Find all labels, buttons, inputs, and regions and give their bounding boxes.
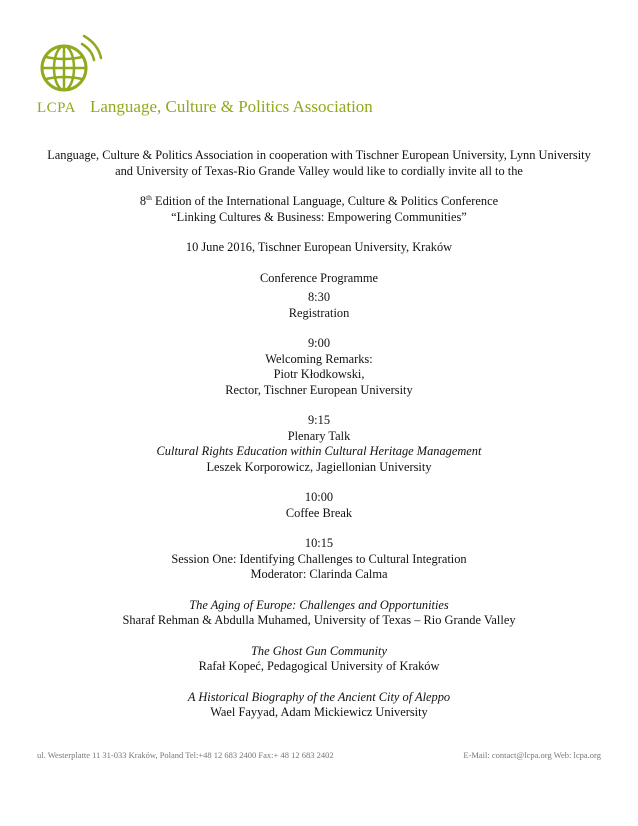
programme-document: [20, 148, 618, 721]
paper-title: The Aging of Europe: Challenges and Opportunities: [189, 597, 449, 612]
brand-line: [37, 97, 373, 117]
plenary-speaker: Leszek Korporowicz, Jagiellonian University: [206, 459, 432, 474]
logo-abbreviation: LCPA: [37, 100, 76, 116]
footer-contact: E-Mail: contact@lcpa.org Web: lcpa.org: [463, 750, 601, 760]
invitation-line-1: Language, Culture & Politics Association in cooperation with Tischner European University, Lynn University: [47, 148, 591, 162]
programme-title: Conference Programme: [259, 270, 378, 285]
conference-date-place: 10 June 2016, Tischner European University, Kraków: [185, 240, 453, 254]
edition-text: Edition of the International Language, Culture & Politics Conference: [151, 194, 499, 208]
paper-authors: Wael Fayyad, Adam Mickiewicz University: [210, 705, 428, 719]
paper-title: A Historical Biography of the Ancient City of Aleppo: [187, 689, 451, 704]
lcpa-globe-logo: [34, 30, 106, 102]
conference-theme: “Linking Cultures & Business: Empowering Communities”: [171, 209, 467, 224]
programme-item: Welcoming Remarks:: [265, 351, 373, 366]
programme-item: Coffee Break: [285, 505, 353, 520]
footer-address: ul. Westerplatte 11 31-033 Kraków, Poland Tel:+48 12 683 2400 Fax:+ 48 12 683 2402: [37, 750, 334, 760]
programme-time: 8:30: [307, 290, 331, 304]
programme-item: Registration: [288, 305, 350, 320]
organization-name: Language, Culture & Politics Association: [89, 97, 373, 116]
edition-superscript: th: [146, 192, 152, 202]
programme-time: 9:15: [307, 413, 331, 427]
edition-number: 8: [139, 194, 147, 208]
programme-item: Session One: Identifying Challenges to Cultural Integration: [171, 551, 467, 566]
edition-line: [20, 194, 618, 210]
programme-item: Moderator: Clarinda Calma: [250, 567, 388, 581]
programme-item: Piotr Kłodkowski,: [273, 367, 365, 381]
plenary-talk-title: Cultural Rights Education within Cultural Heritage Management: [156, 444, 482, 458]
programme-time: 9:00: [307, 336, 331, 350]
paper-authors: Sharaf Rehman & Abdulla Muhamed, University of Texas – Rio Grande Valley: [122, 613, 516, 627]
page-footer: [37, 750, 601, 760]
paper-authors: Rafał Kopeć, Pedagogical University of Kraków: [198, 659, 440, 673]
paper-title: The Ghost Gun Community: [251, 643, 387, 658]
programme-time: 10:15: [304, 536, 334, 550]
programme-time: 10:00: [304, 490, 334, 504]
invitation-line-2: and University of Texas-Rio Grande Valley would like to cordially invite all to the: [115, 163, 523, 178]
programme-item: Plenary Talk: [287, 428, 351, 443]
programme-item: Rector, Tischner European University: [225, 382, 413, 397]
